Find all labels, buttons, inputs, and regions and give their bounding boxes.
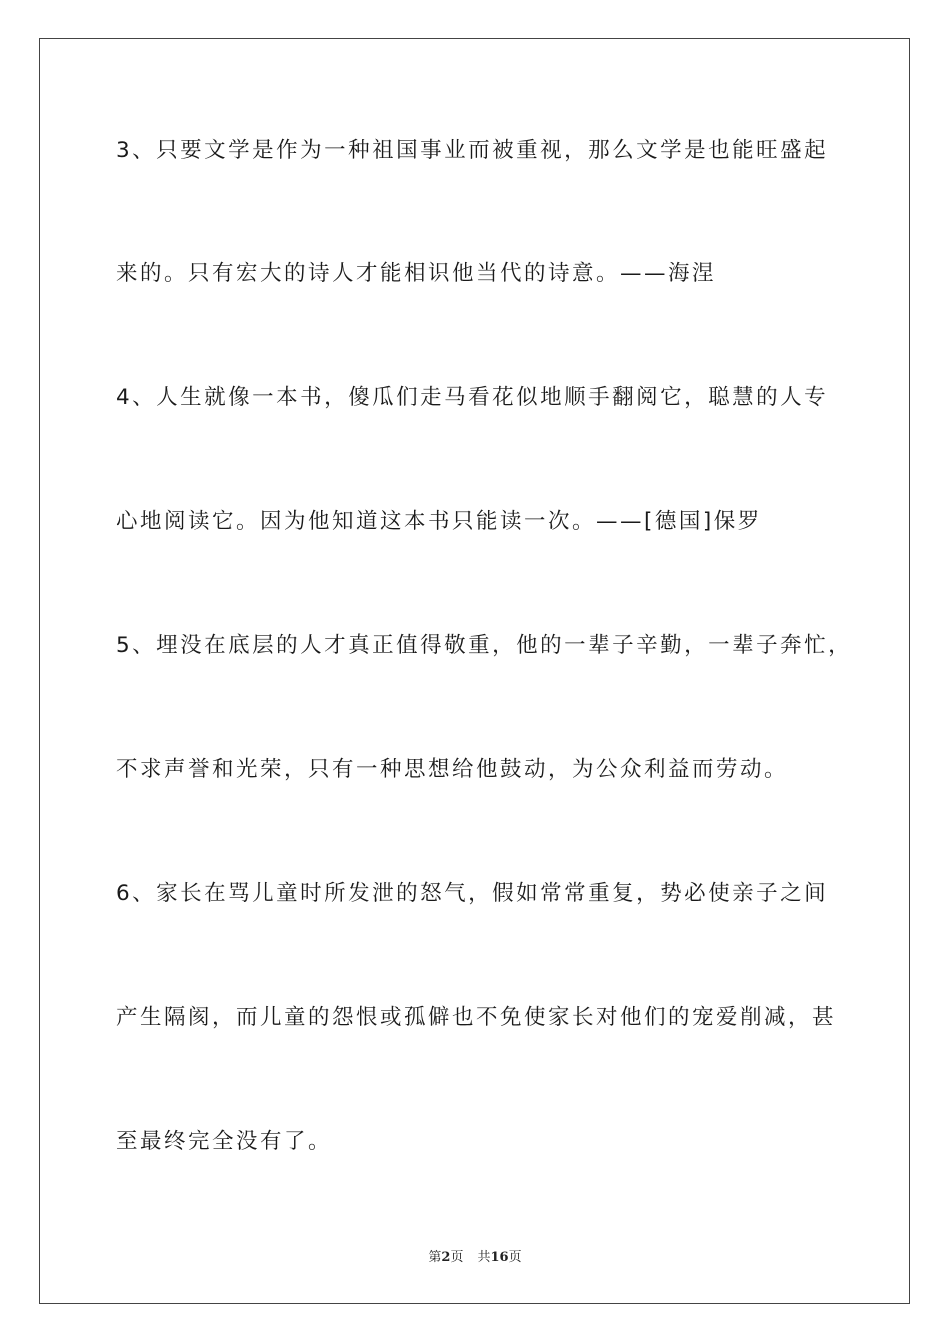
page-prefix: 第 — [428, 1250, 442, 1265]
page-current-number: 2 — [441, 1250, 451, 1265]
text-line: 不求声誉和光荣，只有一种思想给他鼓动，为公众利益而劳动。 — [116, 757, 789, 782]
page-suffix: 页 — [450, 1250, 464, 1265]
total-suffix: 页 — [508, 1250, 522, 1265]
text-line: 3、只要文学是作为一种祖国事业而被重视，那么文学是也能旺盛起 — [116, 138, 829, 163]
text-line: 5、埋没在底层的人才真正值得敬重，他的一辈子辛勤，一辈子奔忙， — [116, 633, 853, 658]
page-footer — [0, 1246, 950, 1265]
text-line: 产生隔阂，而儿童的怨恨或孤僻也不免使家长对他们的宠爱削减，甚 — [116, 1005, 837, 1030]
page-frame — [39, 38, 910, 1304]
total-prefix: 共 — [477, 1250, 491, 1265]
text-line: 至最终完全没有了。 — [116, 1129, 333, 1154]
text-line: 心地阅读它。因为他知道这本书只能读一次。——[德国]保罗 — [116, 509, 762, 534]
text-line: 6、家长在骂儿童时所发泄的怒气，假如常常重复，势必使亲子之间 — [116, 881, 829, 906]
text-line: 来的。只有宏大的诗人才能相识他当代的诗意。——海涅 — [116, 261, 717, 286]
page-total-number: 16 — [490, 1250, 509, 1265]
text-line: 4、人生就像一本书，傻瓜们走马看花似地顺手翻阅它，聪慧的人专 — [116, 385, 829, 410]
